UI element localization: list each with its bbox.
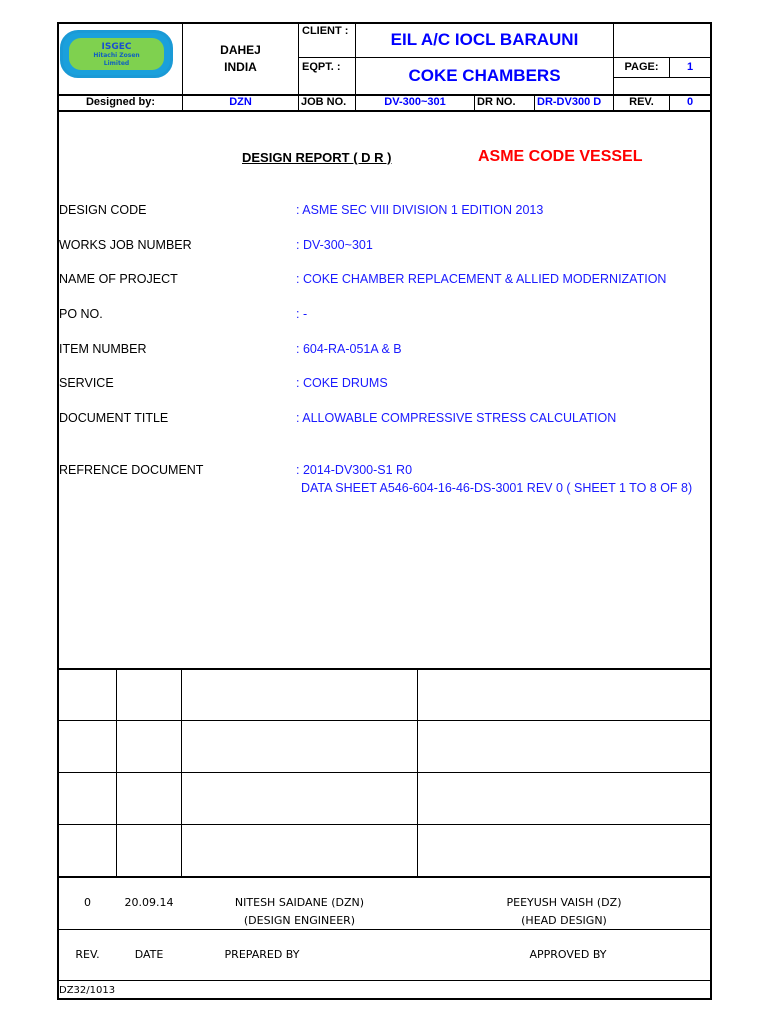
field-value-name-of-project: : COKE CHAMBER REPLACEMENT & ALLIED MODERNIZATION (296, 272, 667, 286)
field-value-design-code: : ASME SEC VIII DIVISION 1 EDITION 2013 (296, 203, 544, 217)
frame-right (710, 22, 712, 1000)
rev-table-vline-3 (417, 669, 418, 877)
field-label-document-title: DOCUMENT TITLE (59, 411, 169, 425)
rev-table-vline-2 (181, 669, 182, 877)
logo-line-2: Hitachi Zosen (93, 52, 140, 59)
rev-row-prepared-role: (DESIGN ENGINEER) (243, 914, 356, 927)
rev-value: 0 (686, 96, 694, 108)
location-country: INDIA (224, 60, 257, 74)
client-value: EIL A/C IOCL BARAUNI (390, 30, 579, 49)
field-value-document-title: : ALLOWABLE COMPRESSIVE STRESS CALCULATION (296, 411, 617, 425)
row2-vline-a (474, 94, 475, 111)
rev-table-hline-2 (57, 720, 712, 721)
rev-row-approved-name: PEEYUSH VAISH (DZ) (506, 896, 622, 909)
form-number: DZ32/1013 (59, 985, 116, 996)
frame-bottom (57, 998, 712, 1000)
field-label-name-of-project: NAME OF PROJECT (59, 272, 178, 286)
rev-table-vline-1 (116, 669, 117, 877)
rev-header-date: DATE (134, 948, 164, 961)
field-label-service: SERVICE (59, 376, 114, 390)
page-label: PAGE: (624, 61, 659, 73)
rev-table-hline-7 (57, 980, 712, 981)
field-value-works-job-number: : DV-300~301 (296, 238, 373, 252)
rev-table-hline-6 (57, 929, 712, 930)
header-hline-page (613, 77, 712, 78)
job-no-value: DV-300~301 (384, 96, 446, 108)
field-value-reference-document: : 2014-DV300-S1 R0 (296, 463, 413, 477)
field-value-reference-document-line2: DATA SHEET A546-604-16-46-DS-3001 REV 0 ( SHEET 1 TO 8 OF 8) (301, 481, 693, 495)
rev-table-hline-3 (57, 772, 712, 773)
field-label-reference-document: REFRENCE DOCUMENT (59, 463, 204, 477)
field-label-item-number: ITEM NUMBER (59, 342, 147, 356)
frame-left (57, 22, 59, 1000)
vessel-title: ASME CODE VESSEL (478, 148, 643, 165)
field-value-service: : COKE DRUMS (296, 376, 388, 390)
designed-by-label: Designed by: (85, 96, 156, 108)
rev-label: REV. (629, 96, 654, 108)
rev-row-rev: 0 (84, 896, 91, 909)
field-value-item-number: : 604-RA-051A & B (296, 342, 402, 356)
field-label-design-code: DESIGN CODE (59, 203, 147, 217)
rev-table-hline-4 (57, 824, 712, 825)
company-logo (60, 30, 173, 78)
field-label-po-no: PO NO. (59, 307, 103, 321)
rev-row-prepared-name: NITESH SAIDANE (DZN) (234, 896, 365, 909)
rev-table-hline-1 (57, 668, 712, 670)
header-hline-bottom (57, 110, 712, 112)
header-hline-mid (298, 57, 712, 58)
rev-row-approved-role: (HEAD DESIGN) (521, 914, 607, 927)
logo-line-3: Limited (103, 60, 130, 67)
rev-table-hline-5 (57, 876, 712, 878)
header-vline-2 (298, 22, 299, 111)
field-value-po-no: : - (296, 307, 308, 321)
job-no-label: JOB NO. (301, 96, 347, 108)
dr-no-label: DR NO. (477, 96, 516, 108)
location-city: DAHEJ (220, 43, 261, 57)
logo-line-1: ISGEC (101, 42, 132, 52)
report-title: DESIGN REPORT ( D R ) (242, 150, 392, 165)
rev-header-prepared: PREPARED BY (224, 948, 300, 961)
designed-by-value: DZN (229, 96, 252, 108)
rev-row-date: 20.09.14 (124, 896, 174, 909)
eqpt-value: COKE CHAMBERS (408, 66, 561, 85)
page-number: 1 (686, 61, 694, 73)
dr-no-value: DR-DV300 D (537, 96, 602, 108)
rev-header-rev: REV. (75, 948, 100, 961)
client-label: CLIENT : (302, 25, 349, 37)
rev-header-approved: APPROVED BY (529, 948, 607, 961)
row2-vline-b (534, 94, 535, 111)
field-label-works-job-number: WORKS JOB NUMBER (59, 238, 192, 252)
eqpt-label: EQPT. : (302, 61, 341, 73)
